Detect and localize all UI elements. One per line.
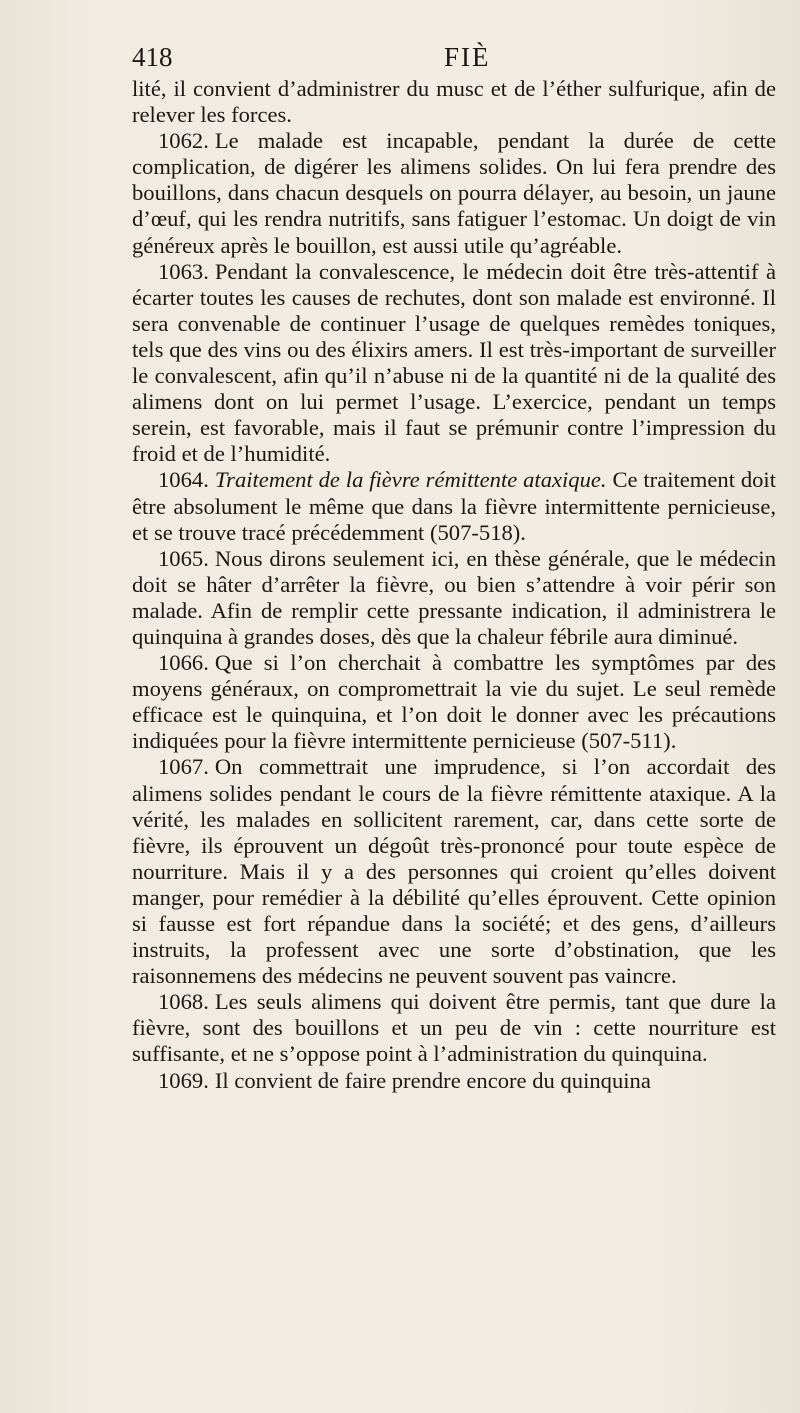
section-heading: Traitement de la fièvre rémittente ataxique. xyxy=(214,467,607,493)
paragraph-text: Que si l’on cherchait à combattre les symptômes par des moyens généraux, on compromettrait la vie du sujet. Le seul remède efficace est le quinquina, et l’on doit le donner avec les précautions indiquées pour la fièvre intermittente pernicieuse (507-511). xyxy=(132,650,776,754)
paragraph-continuation xyxy=(132,76,776,128)
paragraph-number: 1064. xyxy=(158,467,209,493)
paragraph-1063 xyxy=(132,259,776,468)
paragraph-text: Ce traitement doit être absolument le même que dans la fièvre intermittente pernicieuse, et se trouve tracé précédemment (507-518). xyxy=(132,467,776,545)
paragraph-number: 1062. xyxy=(158,128,209,154)
paragraph-1067 xyxy=(132,754,776,989)
paragraph-1064 xyxy=(132,467,776,545)
paragraph-1069 xyxy=(132,1068,776,1094)
paragraph-text: Le malade est incapable, pendant la durée de cette complication, de digérer les alimens solides. On lui fera prendre des bouillons, dans chacun desquels on pourra délayer, au besoin, un jaune d’œuf, qui les rendra nutritifs, sans fatiguer l’estomac. Un doigt de vin généreux après le bouillon, est aussi utile qu’agréable. xyxy=(132,128,776,258)
paragraph-1065 xyxy=(132,546,776,650)
paragraph-number: 1069. xyxy=(158,1067,209,1093)
paragraph-text: Il convient de faire prendre encore du quinquina xyxy=(214,1067,651,1093)
paragraph-number: 1068. xyxy=(158,989,209,1015)
paragraph-text: lité, il convient d’administrer du musc et de l’éther sulfurique, afin de relever les forces. xyxy=(132,76,776,128)
paragraph-1066 xyxy=(132,650,776,754)
paragraph-1068 xyxy=(132,989,776,1067)
paragraph-number: 1063. xyxy=(158,258,209,284)
page-number: 418 xyxy=(132,42,173,72)
page-header xyxy=(132,38,776,76)
running-head: FIÈ xyxy=(444,42,491,72)
paragraph-number: 1065. xyxy=(158,545,209,571)
paragraph-number: 1067. xyxy=(158,754,209,780)
paragraph-text: Nous dirons seulement ici, en thèse générale, que le médecin doit se hâter d’arrêter la fièvre, ou bien s’attendre à voir périr son malade. Afin de remplir cette pressante indication, il administrera le quinquina à grandes doses, dès que la chaleur fébrile aura diminué. xyxy=(132,545,776,649)
paragraph-text: Les seuls alimens qui doivent être permis, tant que dure la fièvre, sont des bouillons et un peu de vin : cette nourriture est suffisante, et ne s’oppose point à l’administration du quinquina. xyxy=(132,989,776,1067)
paragraph-text: On commettrait une imprudence, si l’on accordait des alimens solides pendant le cours de la fièvre rémittente ataxique. A la vérité, les malades en sollicitent rarement, car, dans cette sorte de fièvre, ils éprouvent un dégoût très-prononcé pour toute espèce de nourriture. Mais il y a des personnes qui croient qu’elles doivent manger, pour remédier à la débilité qu’elles éprouvent. Cette opinion si fausse est fort répandue dans la société; et des gens, d’ailleurs instruits, la professent avec une sorte d’obstination, que les raisonnemens des médecins ne peuvent souvent pas vaincre. xyxy=(132,754,776,989)
paragraph-number: 1066. xyxy=(158,650,209,676)
body-text xyxy=(132,76,776,1094)
paragraph-1062 xyxy=(132,128,776,258)
paragraph-text: Pendant la convalescence, le médecin doit être très-attentif à écarter toutes les causes de rechutes, dont son malade est environné. Il sera convenable de continuer l’usage de quelques remèdes toniques, tels que des vins ou des élixirs amers. Il est très-important de surveiller le convalescent, afin qu’il n’abuse ni de la quantité ni de la qualité des alimens dont on lui permet l’usage. L’exercice, pendant un temps serein, est favorable, mais il faut se prémunir contre l’impression du froid et de l’humidité. xyxy=(132,258,776,467)
